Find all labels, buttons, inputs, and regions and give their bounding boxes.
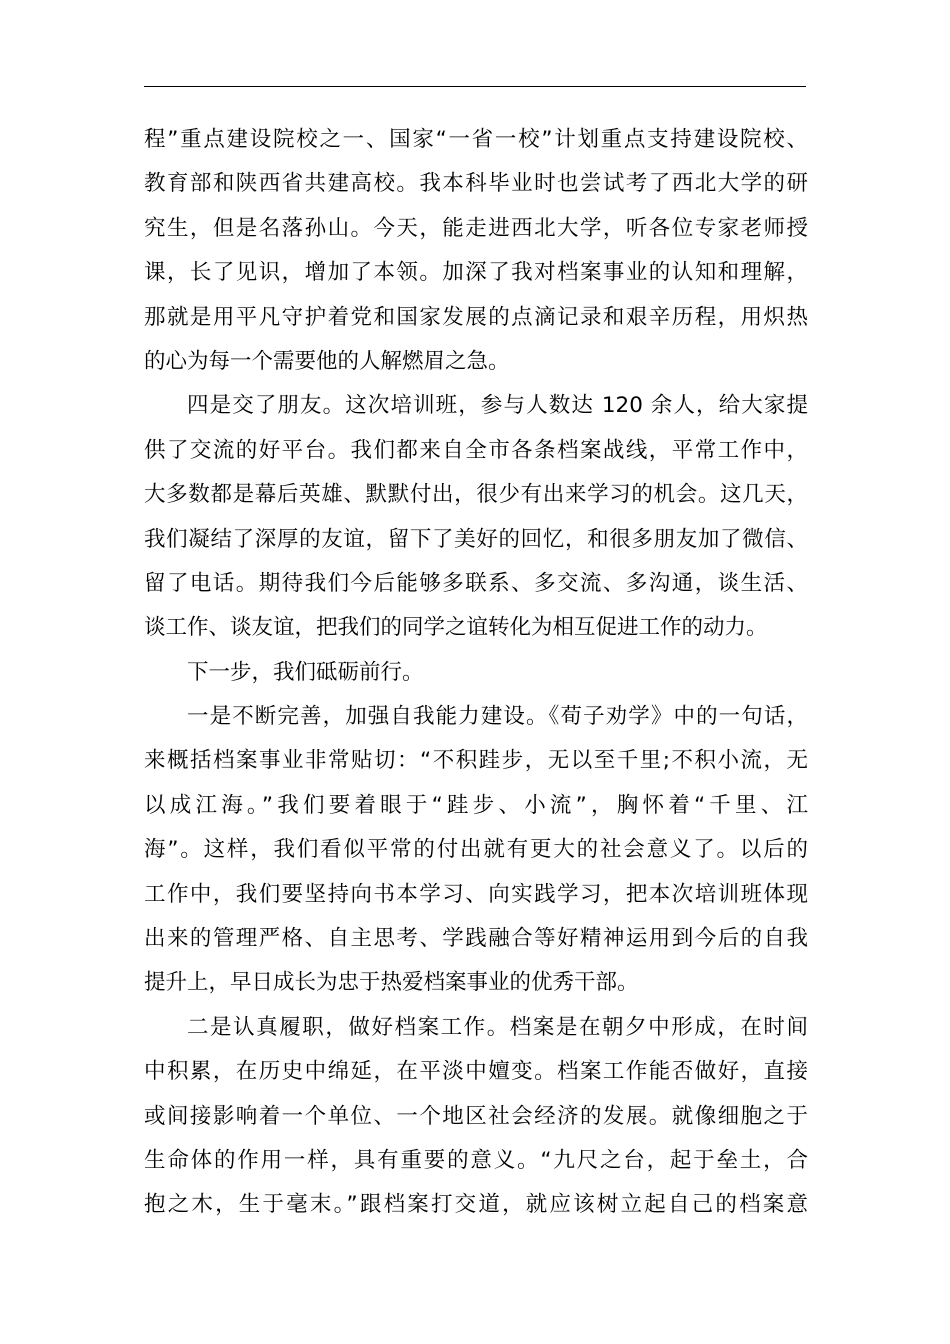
- text-line: 谈工作、谈友谊，把我们的同学之谊转化为相互促进工作的动力。: [144, 615, 768, 641]
- text-line: 下一步，我们砥砺前行。: [187, 659, 424, 685]
- text-line: 留了电话。期待我们今后能够多联系、多交流、多沟通，谈生活、: [144, 570, 808, 596]
- text-line: 教育部和陕西省共建高校。我本科毕业时也尝试考了西北大学的研: [144, 171, 808, 197]
- text-line: 以成江海。”我们要着眼于“跬步、小流”，胸怀着“千里、江: [144, 792, 808, 818]
- text-line: 工作中，我们要坚持向书本学习、向实践学习，把本次培训班体现: [144, 881, 808, 907]
- text-line: 生命体的作用一样，具有重要的意义。“九尺之台，起于垒土，合: [144, 1147, 808, 1173]
- text-line: 那就是用平凡守护着党和国家发展的点滴记录和艰辛历程，用炽热: [144, 304, 808, 330]
- text-line: 中积累，在历史中绵延，在平淡中嬗变。档案工作能否做好，直接: [144, 1059, 808, 1085]
- text-line: 来概括档案事业非常贴切：“不积跬步，无以至千里;不积小流，无: [144, 748, 808, 774]
- text-line: 或间接影响着一个单位、一个地区社会经济的发展。就像细胞之于: [144, 1103, 808, 1129]
- text-line: 课，长了见识，增加了本领。加深了我对档案事业的认知和理解，: [144, 260, 808, 286]
- text-line: 一是不断完善，加强自我能力建设。《荀子劝学》中的一句话，: [187, 704, 808, 730]
- text-line: 我们凝结了深厚的友谊，留下了美好的回忆，和很多朋友加了微信、: [144, 526, 808, 552]
- text-line: 供了交流的好平台。我们都来自全市各条档案战线，平常工作中，: [144, 437, 808, 463]
- text-line: 大多数都是幕后英雄、默默付出，很少有出来学习的机会。这几天，: [144, 482, 808, 508]
- text-line: 究生，但是名落孙山。今天，能走进西北大学，听各位专家老师授: [144, 215, 808, 241]
- text-line: 二是认真履职，做好档案工作。档案是在朝夕中形成，在时间: [187, 1014, 808, 1040]
- text-line: 海”。这样，我们看似平常的付出就有更大的社会意义了。以后的: [144, 837, 808, 863]
- header-rule: [144, 86, 806, 87]
- text-line: 的心为每一个需要他的人解燃眉之急。: [144, 348, 510, 374]
- text-line: 四是交了朋友。这次培训班，参与人数达 120 余人，给大家提: [187, 393, 808, 419]
- document-body: [144, 118, 808, 1228]
- text-line: 出来的管理严格、自主思考、学践融合等好精神运用到今后的自我: [144, 926, 808, 952]
- text-line: 程”重点建设院校之一、国家“一省一校”计划重点支持建设院校、: [144, 127, 808, 152]
- text-line: 抱之木，生于毫末。”跟档案打交道，就应该树立起自己的档案意: [144, 1192, 808, 1218]
- text-line: 提升上，早日成长为忠于热爱档案事业的优秀干部。: [144, 970, 639, 996]
